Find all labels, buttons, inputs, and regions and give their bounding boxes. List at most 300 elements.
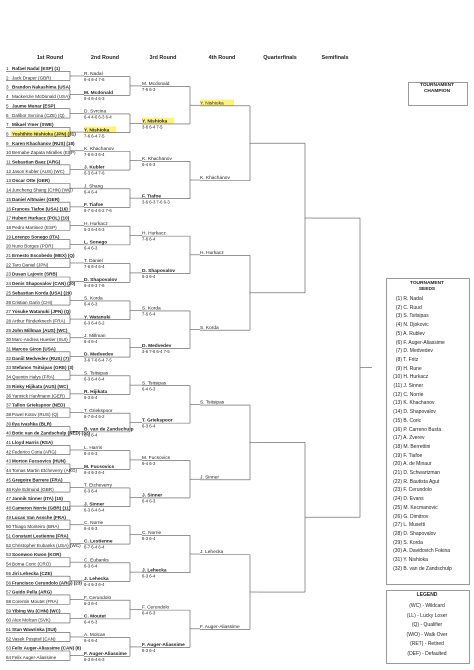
seed-number: (3) <box>395 313 402 320</box>
r1-seed-number: 52 <box>6 542 12 548</box>
r2-score: 6-3 6-4 <box>84 600 98 606</box>
r1-seed-number: 31 <box>6 346 12 352</box>
r1-player-name: Yosuke Watanuki (JPN) (Q) <box>12 309 71 315</box>
r2-player-name: F. Tiafoe <box>84 203 104 209</box>
r2-score: 6-3 6-4 7-6 <box>84 170 105 176</box>
r1-player-name: Ilya Ivashka (BLR) <box>12 421 52 427</box>
r1-seed-number: 10 <box>6 150 12 156</box>
seed-row <box>388 504 438 512</box>
r2-score: 6-4 6-3 <box>84 301 98 307</box>
r1-player-name: Jiri Lehecka (CZE) <box>12 570 53 576</box>
r1-player-name: Lloyd Harris (RSA) <box>12 440 53 445</box>
seed-row <box>388 460 431 468</box>
seed-number: (24) <box>393 496 402 503</box>
seed-row <box>388 426 441 434</box>
r1-player-name: Lucas Van Assche (FRA) <box>12 514 66 520</box>
r1-player-name: Tomas Martin Etcheverry (ARG) <box>12 468 78 474</box>
seed-player-name: N. Djokovic <box>402 322 429 329</box>
r3-score: 6-3 6-4 <box>142 535 156 541</box>
r1-seed-number: 49 <box>6 514 12 520</box>
r1-player-name: Alex Molcan (SVK) <box>12 617 51 623</box>
seed-player-name: L. Musetti <box>402 522 426 529</box>
seed-row <box>388 330 425 338</box>
seed-number: (14) <box>393 409 402 416</box>
r2-score: 7-6 6-4 6-4 <box>84 264 105 270</box>
r1-player-name: Sebastian Korda (USA) (29) <box>12 290 72 296</box>
r1-seed-number: 7 <box>6 122 9 128</box>
seed-row <box>388 521 425 529</box>
r2-score: 6-7 6-4 6-2 <box>84 413 105 419</box>
r2-player-name: H. Hurkacz <box>84 221 108 227</box>
r3-score: 7-6 6-4 <box>142 236 156 242</box>
seed-player-name: G. Dimitrov <box>402 513 429 520</box>
r2-player-name: Y. Watanuki <box>84 315 111 321</box>
r3-score: 6-4 6-3 <box>142 610 156 616</box>
seed-number: (21) <box>393 470 402 476</box>
seed-number: (19) <box>393 452 402 459</box>
seed-row <box>388 312 429 320</box>
r2-player-name: M. Mcdonald <box>84 90 114 96</box>
r1-player-name: Corentin Moutet (FRA) <box>12 598 59 604</box>
r2-player-name: J. Kubler <box>84 165 105 171</box>
seed-player-name: C. Norrie <box>402 391 424 398</box>
r1-seed-number: 12 <box>6 168 12 174</box>
r1-player-name: Jannik Sinner (ITA) (15) <box>12 496 63 502</box>
r1-player-name: Cameron Norrie (GBR) (11) <box>12 505 71 511</box>
r2-score: 7-6 6-4 7-5 <box>84 133 105 139</box>
r1-player-name: Stan Wawrinka (SUI) <box>12 627 57 632</box>
r1-player-name: Guido Pella (ARG) <box>12 589 52 595</box>
header-semifinals: Semifinals <box>321 55 349 61</box>
r3-score: 3-6 6-3 7-6 6-3 <box>142 199 170 205</box>
seed-number: (30) <box>393 548 402 555</box>
seed-number: (22) <box>393 478 402 485</box>
r1-player-name: Marcos Giron (USA) <box>12 346 56 352</box>
r1-player-name: Morton Fucsovics (HUN) <box>12 458 66 464</box>
r1-player-name: Francisco Cerundolo (ARG) (23) <box>12 580 82 586</box>
r1-seed-number: 53 <box>6 552 12 558</box>
seed-row <box>388 365 422 373</box>
r1-seed-number: 25 <box>6 290 12 296</box>
r4-player-name: Y. Nishioka <box>200 101 224 107</box>
r1-seed-number: 59 <box>6 608 12 614</box>
r1-seed-number: 34 <box>6 374 12 380</box>
r1-seed-number: 3 <box>6 84 9 90</box>
r3-player-name: D. Medvedev <box>142 343 172 349</box>
legend-item: (DEF) - Defaulted <box>407 650 447 657</box>
r1-player-name: Daniil Medvedev (RUS) (7) <box>12 355 69 361</box>
r1-seed-number: 2 <box>6 75 9 81</box>
r1-player-name: Hubert Hurkacz (POL) (10) <box>12 215 70 221</box>
seed-row <box>388 382 423 390</box>
r1-player-name: Jason Kubler (AUS) (WC) <box>12 168 65 174</box>
r1-seed-number: 5 <box>6 103 9 109</box>
r3-player-name: F. Auger-Aliassime <box>142 643 185 649</box>
r2-player-name: F. Auger-Aliassime <box>84 651 127 657</box>
r1-player-name: Constant Lestienne (FRA) <box>12 533 69 539</box>
r4-player-name: J. Sinner <box>200 475 219 481</box>
r2-player-name: S. Tsitsipas <box>84 371 109 377</box>
r2-player-name: J. Shang <box>84 184 103 190</box>
seed-row <box>388 434 425 442</box>
r3-player-name: J. Sinner <box>142 493 163 499</box>
r1-player-name: Mackenzie McDonald (USA) <box>12 94 70 100</box>
r1-player-name: Pavel Kotov (RUS) (Q) <box>12 411 59 417</box>
seed-number: (17) <box>393 435 402 442</box>
r3-player-name: Y. Nishioka <box>142 119 168 125</box>
seed-player-name: S. Korda <box>402 539 423 546</box>
r2-player-name: M. Fucsovics <box>84 464 115 470</box>
r1-seed-number: 55 <box>6 570 12 576</box>
r2-score: 6-4 6-3 <box>84 451 98 457</box>
r3-score: 6-4 6-3 <box>142 461 156 467</box>
seed-number: (28) <box>393 530 402 537</box>
r1-seed-number: 32 <box>6 355 12 361</box>
r2-player-name: L. Harris <box>84 446 103 452</box>
r1-player-name: Mikael Ymer (SWE) <box>12 122 54 128</box>
r1-player-name: John Millman (AUS) (WC) <box>12 327 68 333</box>
r1-player-name: Rafael Nadal (ESP) (1) <box>12 66 60 71</box>
r1-seed-number: 51 <box>6 533 12 539</box>
r2-score: 6-4 6-3 7-6 <box>84 282 105 288</box>
seeds-title <box>386 281 468 293</box>
r1-player-name: Yoshihito Nishioka (JPN) (31) <box>12 131 76 137</box>
r1-player-name: Felix Auger-Aliassime <box>12 655 57 661</box>
r2-player-name: J. Sinner <box>84 502 105 508</box>
r2-player-name: J. Lehecka <box>84 577 109 583</box>
r1-player-name: Dusan Lajovic (SRB) <box>12 271 58 277</box>
r1-seed-number: 35 <box>6 383 12 389</box>
r1-player-name: Borna Coric (CRO) <box>12 561 51 567</box>
r2-player-name: T. Griekspoor <box>84 408 113 414</box>
r1-player-name: Bernabe Zapata Miralles (ESP) <box>12 150 76 156</box>
r1-seed-number: 64 <box>6 655 12 661</box>
r3-player-name: S. Korda <box>142 306 161 312</box>
seed-number: (6) <box>395 339 402 346</box>
legend-item: (WC) - Wildcard <box>409 603 445 609</box>
r1-player-name: Frances Tiafoe (USA) (16) <box>12 206 68 212</box>
r2-player-name: F. Cerundolo <box>84 595 112 601</box>
r3-score: 6-4 6-3 <box>142 386 156 392</box>
r1-player-name: Felix Auger-Aliassime (CAN) (8) <box>12 645 82 651</box>
seed-player-name: R. Bautista Agut <box>402 478 440 485</box>
r2-player-name: T. Daniel <box>84 259 103 265</box>
r2-player-name: K. Khachanov <box>84 146 114 152</box>
r1-seed-number: 11 <box>6 159 11 165</box>
seed-row <box>388 417 421 425</box>
r2-score: 6-3 6-4 6-2 <box>84 320 105 326</box>
r2-player-name: R. Nadal <box>84 72 103 78</box>
legend-item: (W/O) - Walk Over <box>406 631 448 638</box>
r3-player-name: K. Khachanov <box>142 156 172 162</box>
r2-player-name: D. Shapovalov <box>84 277 118 283</box>
champion-title-line-1: TOURNAMENT <box>419 83 455 88</box>
r1-player-name: Sebastian Baez (ARG) <box>12 159 61 165</box>
header-quarterfinals: Quarterfinals <box>263 55 297 61</box>
r1-seed-number: 13 <box>6 178 12 184</box>
seeds-title-line-1: TOURNAMENT <box>409 281 445 286</box>
r1-player-name: Thiago Monteiro (BRA) <box>12 524 59 530</box>
r3-score: 7-6 6-4 <box>142 311 156 317</box>
seed-row <box>388 295 423 303</box>
r3-player-name: M. Mcdonald <box>142 82 170 88</box>
r4-player-name: K. Khachanov <box>200 176 230 182</box>
r3-player-name: F. Cerundolo <box>142 605 170 611</box>
seed-row <box>388 339 445 347</box>
r1-seed-number: 16 <box>6 206 12 212</box>
seed-player-name: C. Ruud <box>402 304 422 311</box>
r1-seed-number: 9 <box>6 140 9 146</box>
r1-seed-number: 41 <box>6 440 12 445</box>
seed-number: (4) <box>395 322 402 329</box>
r1-seed-number: 20 <box>6 243 12 249</box>
r3-score: 3-6 6-4 7-5 <box>142 124 163 130</box>
r1-player-name: Quentin Halys (FRA) <box>12 374 55 380</box>
r1-seed-number: 30 <box>6 337 12 343</box>
seed-row <box>388 547 450 555</box>
r1-seed-number: 23 <box>6 271 12 277</box>
seed-number: (29) <box>393 539 402 546</box>
champion-title <box>408 83 466 95</box>
r1-seed-number: 37 <box>6 402 12 408</box>
seed-player-name: M. Berrettini <box>402 443 431 450</box>
seed-row <box>388 373 428 381</box>
r2-score: 6-7 6-4 6-4 <box>84 544 105 550</box>
r1-seed-number: 50 <box>6 524 12 530</box>
r1-player-name: Jack Draper (GBR) <box>12 75 52 81</box>
seed-player-name: B. Coric <box>402 417 422 424</box>
r1-seed-number: 6 <box>6 112 9 118</box>
seed-player-name: D. Schwartzman <box>402 470 441 476</box>
seed-number: (25) <box>393 504 402 511</box>
r1-player-name: Jaume Munar (ESP) <box>12 103 56 109</box>
r2-score: 3-6 7-6 6-4 7-5 <box>84 357 112 363</box>
r1-player-name: Stefanos Tsitsipas (GRE) (3) <box>12 365 74 371</box>
seed-player-name: F. Auger-Aliassime <box>402 339 445 346</box>
r1-seed-number: 38 <box>6 411 12 417</box>
seed-player-name: S. Tsitsipas <box>402 313 429 320</box>
r3-player-name: J. Lehecka <box>142 568 167 574</box>
r2-score: 6-3 6-4 <box>84 563 98 569</box>
r3-player-name: F. Tiafoe <box>142 194 162 200</box>
seed-number: (1) <box>395 296 402 302</box>
r1-seed-number: 43 <box>6 458 12 464</box>
r3-player-name: H. Hurkacz <box>142 231 166 237</box>
r1-player-name: Daniel Altmaier (GER) <box>12 196 60 202</box>
r1-seed-number: 29 <box>6 327 12 333</box>
r1-seed-number: 42 <box>6 449 12 455</box>
seed-player-name: F. Cerundolo <box>402 487 432 494</box>
r1-seed-number: 47 <box>6 496 12 502</box>
seed-row <box>388 391 423 399</box>
r2-player-name: T. Etcheverry <box>84 483 112 489</box>
seed-number: (18) <box>393 443 402 450</box>
r1-player-name: Vasek Pospisil (CAN) <box>12 636 56 642</box>
r1-seed-number: 62 <box>6 636 12 642</box>
header-round-1: 1st Round <box>36 55 64 61</box>
seed-player-name: R. Nadal <box>402 296 423 302</box>
r2-player-name: C. Moutet <box>84 614 106 620</box>
legend-item: (Q) - Qualifier <box>411 622 443 628</box>
seed-player-name: H. Hurkacz <box>402 374 429 381</box>
r1-player-name: Pedro Martinez (ESP) <box>12 224 57 230</box>
r2-score: 6-4 6-3 <box>84 525 98 531</box>
r1-player-name: Yannick Hanfmann (GER) <box>12 393 65 399</box>
seed-number: (15) <box>393 417 402 424</box>
r2-player-name: S. Korda <box>84 296 103 302</box>
r2-score: 6-4 6-4 7-6 <box>84 77 105 83</box>
champion-title-line-2: CHAMPION <box>423 89 451 94</box>
r2-score: 6-4 6-3 6-4 <box>84 582 105 588</box>
seed-number: (7) <box>395 348 402 355</box>
seed-player-name: F. Tiafoe <box>402 452 423 459</box>
r1-player-name: Tallon Griekspoor (NED) <box>12 402 66 408</box>
seed-row <box>388 443 430 451</box>
seed-number: (13) <box>393 400 402 407</box>
r1-seed-number: 58 <box>6 598 12 604</box>
legend-item: (LL) - Lucky Loser <box>406 612 448 619</box>
r1-seed-number: 4 <box>6 94 9 100</box>
r3-score: 6-3 6-4 <box>142 648 156 654</box>
r1-player-name: Marc-Andrea Huesler (SUI) <box>12 337 68 343</box>
r2-score: 6-4 6-3 <box>84 619 98 625</box>
r1-player-name: Dalibor Svrcina (CZE) (Q) <box>12 112 65 118</box>
r1-seed-number: 27 <box>6 309 12 315</box>
r1-player-name: Christopher Eubanks (USA) (WC) <box>12 542 81 548</box>
seed-player-name: A. Rublev <box>402 330 425 337</box>
r1-player-name: Karen Khachanov (RUS) (18) <box>12 140 75 146</box>
r3-score: 6-3 6-4 <box>142 274 156 280</box>
seed-player-name: H. Rune <box>402 365 422 372</box>
r3-player-name: T. Griekspoor <box>142 418 173 424</box>
r1-player-name: Rinky Hijikata (AUS) (WC) <box>12 383 69 389</box>
r4-player-name: H. Hurkacz <box>200 251 224 257</box>
r4-player-name: S. Tsitsipas <box>200 400 225 406</box>
seed-number: (11) <box>393 383 402 389</box>
seed-row <box>388 356 418 364</box>
r2-player-name: R. Hijikata <box>84 390 108 396</box>
header-round-3: 3rd Round <box>149 55 177 61</box>
r2-score: 6-4 6-4 <box>84 338 98 344</box>
r1-seed-number: 15 <box>6 196 12 202</box>
r1-seed-number: 45 <box>6 477 12 483</box>
r2-player-name: J. Millman <box>84 333 106 339</box>
seed-row <box>388 347 433 355</box>
r2-score: 6-3 6-4 6-4 <box>84 376 105 382</box>
seed-row <box>388 486 432 494</box>
seed-player-name: D. Shapovalov <box>402 409 436 416</box>
r2-score: 6-7 6-4 6-2 7-6 <box>84 208 112 214</box>
r2-player-name: C. Lestienne <box>84 539 113 545</box>
r3-score: 7-6 6-3 <box>142 87 156 93</box>
r1-player-name: Arthur Rinderknech (FRA) <box>12 318 66 324</box>
r1-seed-number: 18 <box>6 224 12 230</box>
seed-player-name: B. van de Zandschulp <box>402 565 452 572</box>
r2-score: 6-4 6-3 <box>84 245 98 251</box>
r1-seed-number: 21 <box>6 253 12 258</box>
r1-seed-number: 33 <box>6 365 12 371</box>
r2-player-name: C. Norrie <box>84 520 104 526</box>
seed-number: (2) <box>395 304 402 311</box>
r1-player-name: Federico Coria (ARG) <box>12 449 57 455</box>
r1-seed-number: 36 <box>6 393 12 399</box>
seed-player-name: Y. Nishioka <box>402 557 428 563</box>
r3-player-name: M. Fucsovics <box>142 456 170 462</box>
seed-number: (12) <box>393 391 402 398</box>
r1-seed-number: 28 <box>6 318 12 324</box>
header-round-2: 2nd Round <box>90 55 120 61</box>
seed-player-name: P. Carreno Busta <box>402 426 442 433</box>
seed-row <box>388 469 440 477</box>
seed-row <box>388 408 436 416</box>
seed-player-name: D. Shapovalov <box>402 530 436 537</box>
r1-seed-number: 22 <box>6 262 12 268</box>
seed-player-name: D. Medvedev <box>402 348 433 355</box>
r1-seed-number: 26 <box>6 299 12 305</box>
r2-player-name: L. Sonego <box>84 240 108 246</box>
r1-seed-number: 14 <box>6 187 12 193</box>
r1-seed-number: 57 <box>6 589 12 595</box>
legend-title: LEGEND <box>416 592 438 598</box>
legend-item: (RET) - Retired <box>410 641 444 647</box>
r1-player-name: Denis Shapovalov (CAN) (20) <box>12 281 76 287</box>
seed-row <box>388 513 428 521</box>
r2-score: 6-4 6-4 6-3 <box>84 95 105 101</box>
seed-player-name: A. de Minaur <box>402 461 432 468</box>
r1-seed-number: 54 <box>6 561 12 567</box>
r1-player-name: Kyle Edmund (GBR) <box>12 486 54 492</box>
r1-seed-number: 17 <box>6 215 12 221</box>
r1-player-name: Cristian Garin (CHI) <box>12 299 53 305</box>
header-round-4: 4th Round <box>208 55 236 61</box>
seed-row <box>388 452 422 460</box>
seed-row <box>388 399 435 407</box>
seed-player-name: T. Fritz <box>402 356 419 363</box>
r2-score: 6-3 6-4 6-4 <box>84 507 105 513</box>
r3-player-name: C. Norrie <box>142 530 162 536</box>
seed-number: (23) <box>393 487 402 494</box>
r1-player-name: Soonwoo Kwon (KOR) <box>12 552 61 558</box>
seed-number: (5) <box>395 330 402 337</box>
seed-row <box>388 539 423 547</box>
r1-seed-number: 61 <box>6 627 12 632</box>
seed-number: (10) <box>393 374 402 381</box>
r1-player-name: Yibing Wu (CHN) (WC) <box>12 608 61 614</box>
seed-row <box>388 495 424 503</box>
r2-player-name: A. Molcan <box>84 633 106 639</box>
r1-player-name: Gregoire Barrere (FRA) <box>12 477 63 483</box>
r1-player-name: Juncheng Shang (CHN) (WC) <box>12 187 73 193</box>
r2-score: 7-6 6-3 6-4 <box>84 151 105 157</box>
r1-seed-number: 1 <box>6 66 9 71</box>
seed-number: (31) <box>393 557 402 563</box>
r3-score: 6-3 6-4 <box>142 573 156 579</box>
r1-seed-number: 56 <box>6 580 12 586</box>
r4-player-name: S. Korda <box>200 325 219 331</box>
seed-row <box>388 556 428 564</box>
r1-player-name: Oscar Otte (GER) <box>12 178 50 184</box>
r2-score: 6-3 6-4 6-3 <box>84 656 105 662</box>
seed-number: (8) <box>395 356 402 363</box>
r1-seed-number: 46 <box>6 486 12 492</box>
r1-seed-number: 8 <box>6 131 9 137</box>
seed-number: (27) <box>393 522 402 529</box>
r1-player-name: Botic van de Zandschulp (NED) (32) <box>12 430 90 436</box>
seed-row <box>388 321 429 329</box>
r1-seed-number: 40 <box>6 430 12 436</box>
seeds-title-line-2: SEEDS <box>418 287 436 292</box>
r1-seed-number: 39 <box>6 421 12 427</box>
